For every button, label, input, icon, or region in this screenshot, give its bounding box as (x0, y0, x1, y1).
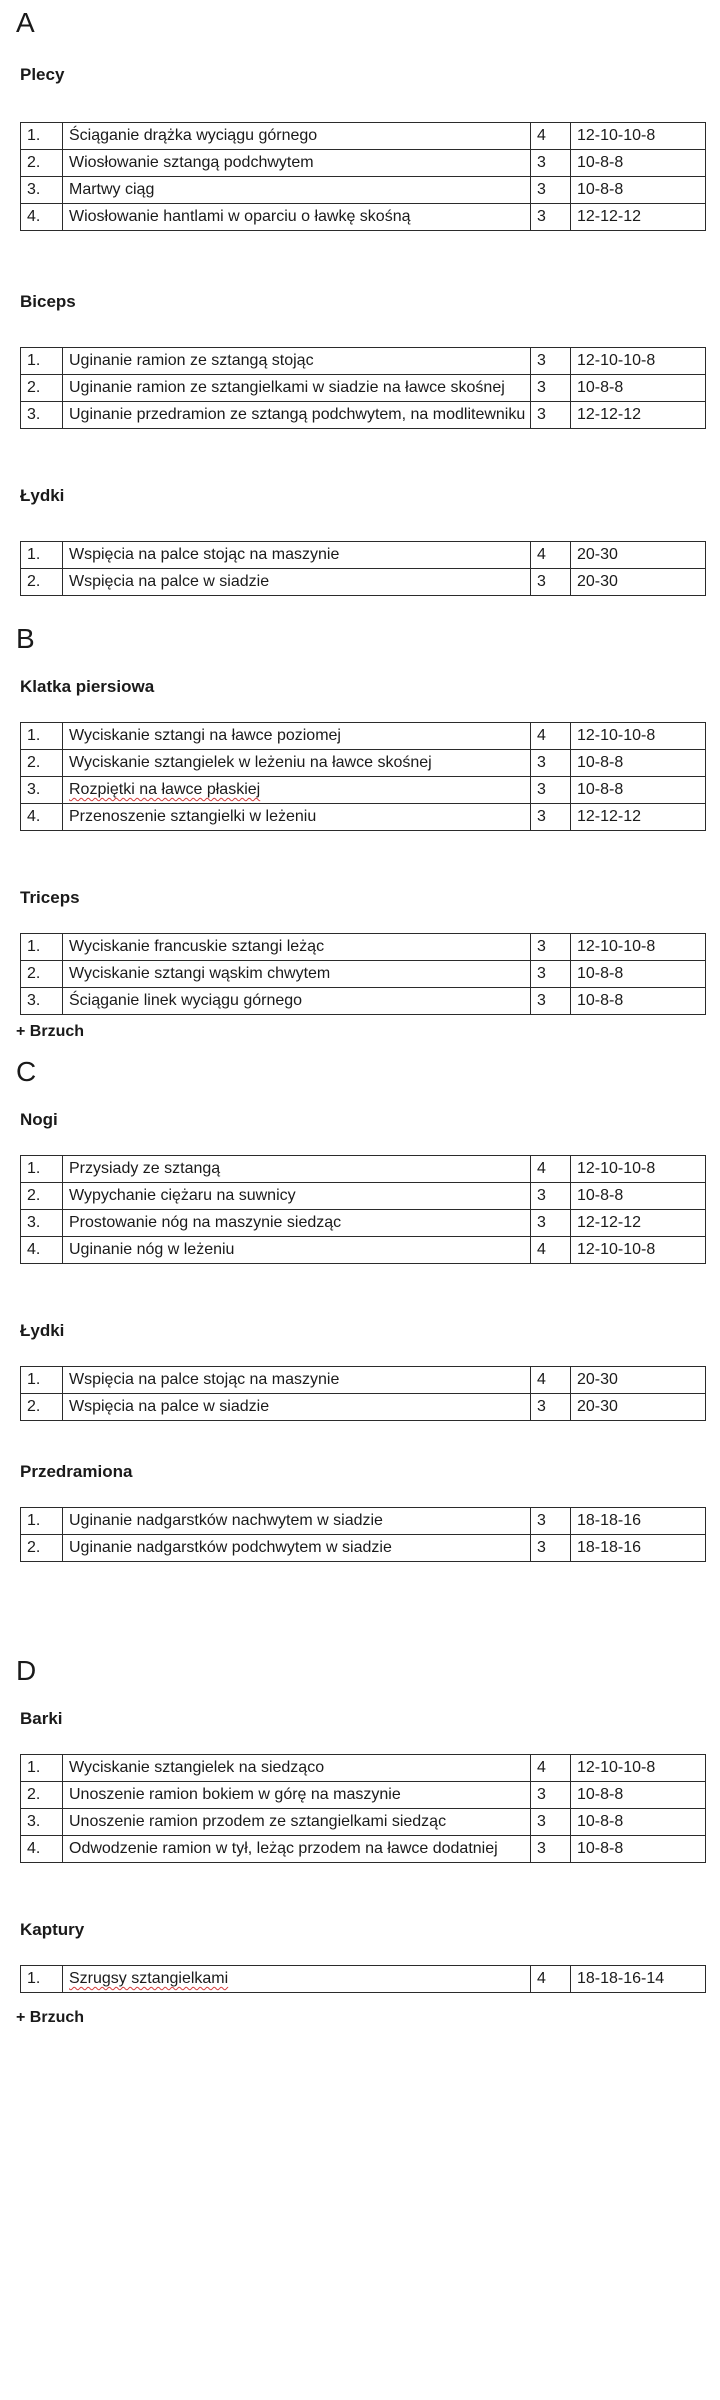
table-row (21, 961, 706, 988)
row-number: 4. (21, 1836, 63, 1863)
day-letter: A (16, 7, 35, 38)
reps-scheme: 12-10-10-8 (571, 723, 706, 750)
exercise-table-biceps (20, 347, 706, 429)
reps-scheme: 20-30 (571, 569, 706, 596)
sets-count: 4 (531, 723, 571, 750)
reps-scheme: 12-10-10-8 (571, 348, 706, 375)
day-letter: D (16, 1655, 37, 1686)
sets-count: 4 (531, 542, 571, 569)
sets-count: 3 (531, 1782, 571, 1809)
section-title-biceps: Biceps (20, 292, 76, 311)
row-number: 1. (21, 1755, 63, 1782)
table-row (21, 150, 706, 177)
workout-plan-document (14, 0, 706, 2029)
row-number: 3. (21, 1210, 63, 1237)
section-title-triceps: Triceps (20, 888, 80, 907)
extra-abs-note: + Brzuch (16, 1023, 85, 1040)
sets-count: 3 (531, 348, 571, 375)
reps-scheme: 12-10-10-8 (571, 1237, 706, 1264)
reps-scheme: 10-8-8 (571, 1809, 706, 1836)
sets-count: 3 (531, 988, 571, 1015)
reps-scheme: 10-8-8 (571, 961, 706, 988)
exercise-table-lydki (20, 541, 706, 596)
sets-count: 3 (531, 1183, 571, 1210)
exercise-table-przedramiona (20, 1507, 706, 1562)
sets-count: 4 (531, 1966, 571, 1993)
sets-count: 3 (531, 750, 571, 777)
table-row (21, 1156, 706, 1183)
exercise-name: Ściąganie linek wyciągu górnego (63, 988, 531, 1015)
reps-scheme: 10-8-8 (571, 1183, 706, 1210)
row-number: 2. (21, 375, 63, 402)
reps-scheme: 10-8-8 (571, 150, 706, 177)
reps-scheme: 10-8-8 (571, 1782, 706, 1809)
exercise-name: Wspięcia na palce w siadzie (63, 1394, 531, 1421)
table-row (21, 402, 706, 429)
table-row (21, 1183, 706, 1210)
exercise-name: Wypychanie ciężaru na suwnicy (63, 1183, 531, 1210)
sets-count: 4 (531, 1755, 571, 1782)
exercise-name: Unoszenie ramion bokiem w górę na maszynie (63, 1782, 531, 1809)
row-number: 4. (21, 204, 63, 231)
table-row (21, 542, 706, 569)
table-row (21, 1508, 706, 1535)
exercise-name: Wspięcia na palce stojąc na maszynie (63, 542, 531, 569)
reps-scheme: 20-30 (571, 542, 706, 569)
table-row (21, 1535, 706, 1562)
sets-count: 3 (531, 804, 571, 831)
table-row (21, 804, 706, 831)
sets-count: 3 (531, 1394, 571, 1421)
table-row (21, 750, 706, 777)
row-number: 1. (21, 123, 63, 150)
exercise-table-kaptury (20, 1965, 706, 1993)
table-row (21, 177, 706, 204)
day-letter: C (16, 1056, 37, 1087)
exercise-table-nogi (20, 1155, 706, 1264)
exercise-name: Wiosłowanie sztangą podchwytem (63, 150, 531, 177)
table-row (21, 934, 706, 961)
exercise-name-text: Rozpiętki na ławce płaskiej (69, 781, 261, 798)
exercise-name: Wyciskanie sztangielek na siedząco (63, 1755, 531, 1782)
reps-scheme: 12-10-10-8 (571, 1156, 706, 1183)
section-title-barki: Barki (20, 1709, 63, 1728)
day-letter: B (16, 623, 35, 654)
reps-scheme: 10-8-8 (571, 177, 706, 204)
sets-count: 3 (531, 375, 571, 402)
exercise-name: Ściąganie drążka wyciągu górnego (63, 123, 531, 150)
day-b (14, 596, 706, 1043)
sets-count: 3 (531, 204, 571, 231)
row-number: 3. (21, 988, 63, 1015)
sets-count: 3 (531, 1535, 571, 1562)
reps-scheme: 18-18-16-14 (571, 1966, 706, 1993)
exercise-name: Wyciskanie sztangi wąskim chwytem (63, 961, 531, 988)
table-row (21, 1966, 706, 1993)
table-row (21, 988, 706, 1015)
reps-scheme: 12-12-12 (571, 204, 706, 231)
row-number: 2. (21, 1183, 63, 1210)
section-title-klatka-piersiowa: Klatka piersiowa (20, 677, 155, 696)
sets-count: 3 (531, 402, 571, 429)
table-row (21, 1210, 706, 1237)
day-d (14, 1562, 706, 2029)
reps-scheme: 10-8-8 (571, 1836, 706, 1863)
reps-scheme: 12-10-10-8 (571, 123, 706, 150)
sets-count: 3 (531, 150, 571, 177)
row-number: 1. (21, 348, 63, 375)
table-row (21, 123, 706, 150)
sets-count: 3 (531, 961, 571, 988)
exercise-name: Wiosłowanie hantlami w oparciu o ławkę skośną (63, 204, 531, 231)
exercise-name: Prostowanie nóg na maszynie siedząc (63, 1210, 531, 1237)
table-row (21, 1237, 706, 1264)
reps-scheme: 12-10-10-8 (571, 1755, 706, 1782)
exercise-name (63, 777, 531, 804)
row-number: 2. (21, 569, 63, 596)
exercise-name: Wyciskanie francuskie sztangi leżąc (63, 934, 531, 961)
sets-count: 3 (531, 777, 571, 804)
row-number: 1. (21, 1966, 63, 1993)
sets-count: 3 (531, 1809, 571, 1836)
table-row (21, 375, 706, 402)
exercise-name: Uginanie ramion ze sztangą stojąc (63, 348, 531, 375)
reps-scheme: 10-8-8 (571, 777, 706, 804)
table-row (21, 1755, 706, 1782)
sets-count: 4 (531, 1156, 571, 1183)
exercise-name: Wspięcia na palce w siadzie (63, 569, 531, 596)
table-row (21, 1367, 706, 1394)
exercise-name: Wyciskanie sztangi na ławce poziomej (63, 723, 531, 750)
exercise-name-text: Szrugsy sztangielkami (69, 1970, 229, 1987)
table-row (21, 1394, 706, 1421)
exercise-name: Wyciskanie sztangielek w leżeniu na ławce skośnej (63, 750, 531, 777)
sets-count: 4 (531, 1237, 571, 1264)
row-number: 2. (21, 750, 63, 777)
day-c (14, 1043, 706, 1562)
exercise-table-barki (20, 1754, 706, 1863)
row-number: 3. (21, 1809, 63, 1836)
row-number: 2. (21, 1535, 63, 1562)
row-number: 3. (21, 402, 63, 429)
section-title-plecy: Plecy (20, 65, 65, 84)
section-title-lydki: Łydki (20, 486, 65, 505)
exercise-name: Przenoszenie sztangielki w leżeniu (63, 804, 531, 831)
reps-scheme: 10-8-8 (571, 988, 706, 1015)
row-number: 1. (21, 1156, 63, 1183)
reps-scheme: 10-8-8 (571, 375, 706, 402)
row-number: 1. (21, 723, 63, 750)
reps-scheme: 18-18-16 (571, 1535, 706, 1562)
row-number: 2. (21, 1394, 63, 1421)
sets-count: 4 (531, 1367, 571, 1394)
reps-scheme: 12-12-12 (571, 402, 706, 429)
row-number: 1. (21, 1367, 63, 1394)
reps-scheme: 20-30 (571, 1394, 706, 1421)
row-number: 3. (21, 177, 63, 204)
row-number: 1. (21, 1508, 63, 1535)
day-a (14, 6, 706, 596)
section-title-kaptury: Kaptury (20, 1920, 85, 1939)
reps-scheme: 10-8-8 (571, 750, 706, 777)
table-row (21, 1836, 706, 1863)
row-number: 2. (21, 1782, 63, 1809)
table-row (21, 204, 706, 231)
row-number: 1. (21, 542, 63, 569)
exercise-name: Uginanie nóg w leżeniu (63, 1237, 531, 1264)
exercise-name: Martwy ciąg (63, 177, 531, 204)
table-row (21, 723, 706, 750)
section-title-przedramiona: Przedramiona (20, 1462, 133, 1481)
row-number: 1. (21, 934, 63, 961)
exercise-name: Wspięcia na palce stojąc na maszynie (63, 1367, 531, 1394)
reps-scheme: 12-10-10-8 (571, 934, 706, 961)
reps-scheme: 18-18-16 (571, 1508, 706, 1535)
exercise-table-klatka-piersiowa (20, 722, 706, 831)
sets-count: 3 (531, 1836, 571, 1863)
exercise-table-plecy (20, 122, 706, 231)
table-row (21, 777, 706, 804)
exercise-name: Unoszenie ramion przodem ze sztangielkami siedząc (63, 1809, 531, 1836)
sets-count: 3 (531, 177, 571, 204)
exercise-name: Uginanie ramion ze sztangielkami w siadzie na ławce skośnej (63, 375, 531, 402)
exercise-name: Odwodzenie ramion w tył, leżąc przodem na ławce dodatniej (63, 1836, 531, 1863)
row-number: 2. (21, 150, 63, 177)
reps-scheme: 12-12-12 (571, 1210, 706, 1237)
section-title-nogi: Nogi (20, 1110, 58, 1129)
sets-count: 3 (531, 934, 571, 961)
table-row (21, 1809, 706, 1836)
extra-abs-note: + Brzuch (16, 2009, 85, 2026)
sets-count: 3 (531, 569, 571, 596)
reps-scheme: 12-12-12 (571, 804, 706, 831)
section-title-lydki: Łydki (20, 1321, 65, 1340)
sets-count: 4 (531, 123, 571, 150)
row-number: 3. (21, 777, 63, 804)
exercise-table-lydki (20, 1366, 706, 1421)
row-number: 4. (21, 1237, 63, 1264)
row-number: 4. (21, 804, 63, 831)
table-row (21, 569, 706, 596)
exercise-table-triceps (20, 933, 706, 1015)
sets-count: 3 (531, 1210, 571, 1237)
reps-scheme: 20-30 (571, 1367, 706, 1394)
table-row (21, 348, 706, 375)
exercise-name (63, 1966, 531, 1993)
row-number: 2. (21, 961, 63, 988)
exercise-name: Uginanie przedramion ze sztangą podchwytem, na modlitewniku (63, 402, 531, 429)
exercise-name: Uginanie nadgarstków nachwytem w siadzie (63, 1508, 531, 1535)
exercise-name: Przysiady ze sztangą (63, 1156, 531, 1183)
exercise-name: Uginanie nadgarstków podchwytem w siadzie (63, 1535, 531, 1562)
sets-count: 3 (531, 1508, 571, 1535)
table-row (21, 1782, 706, 1809)
